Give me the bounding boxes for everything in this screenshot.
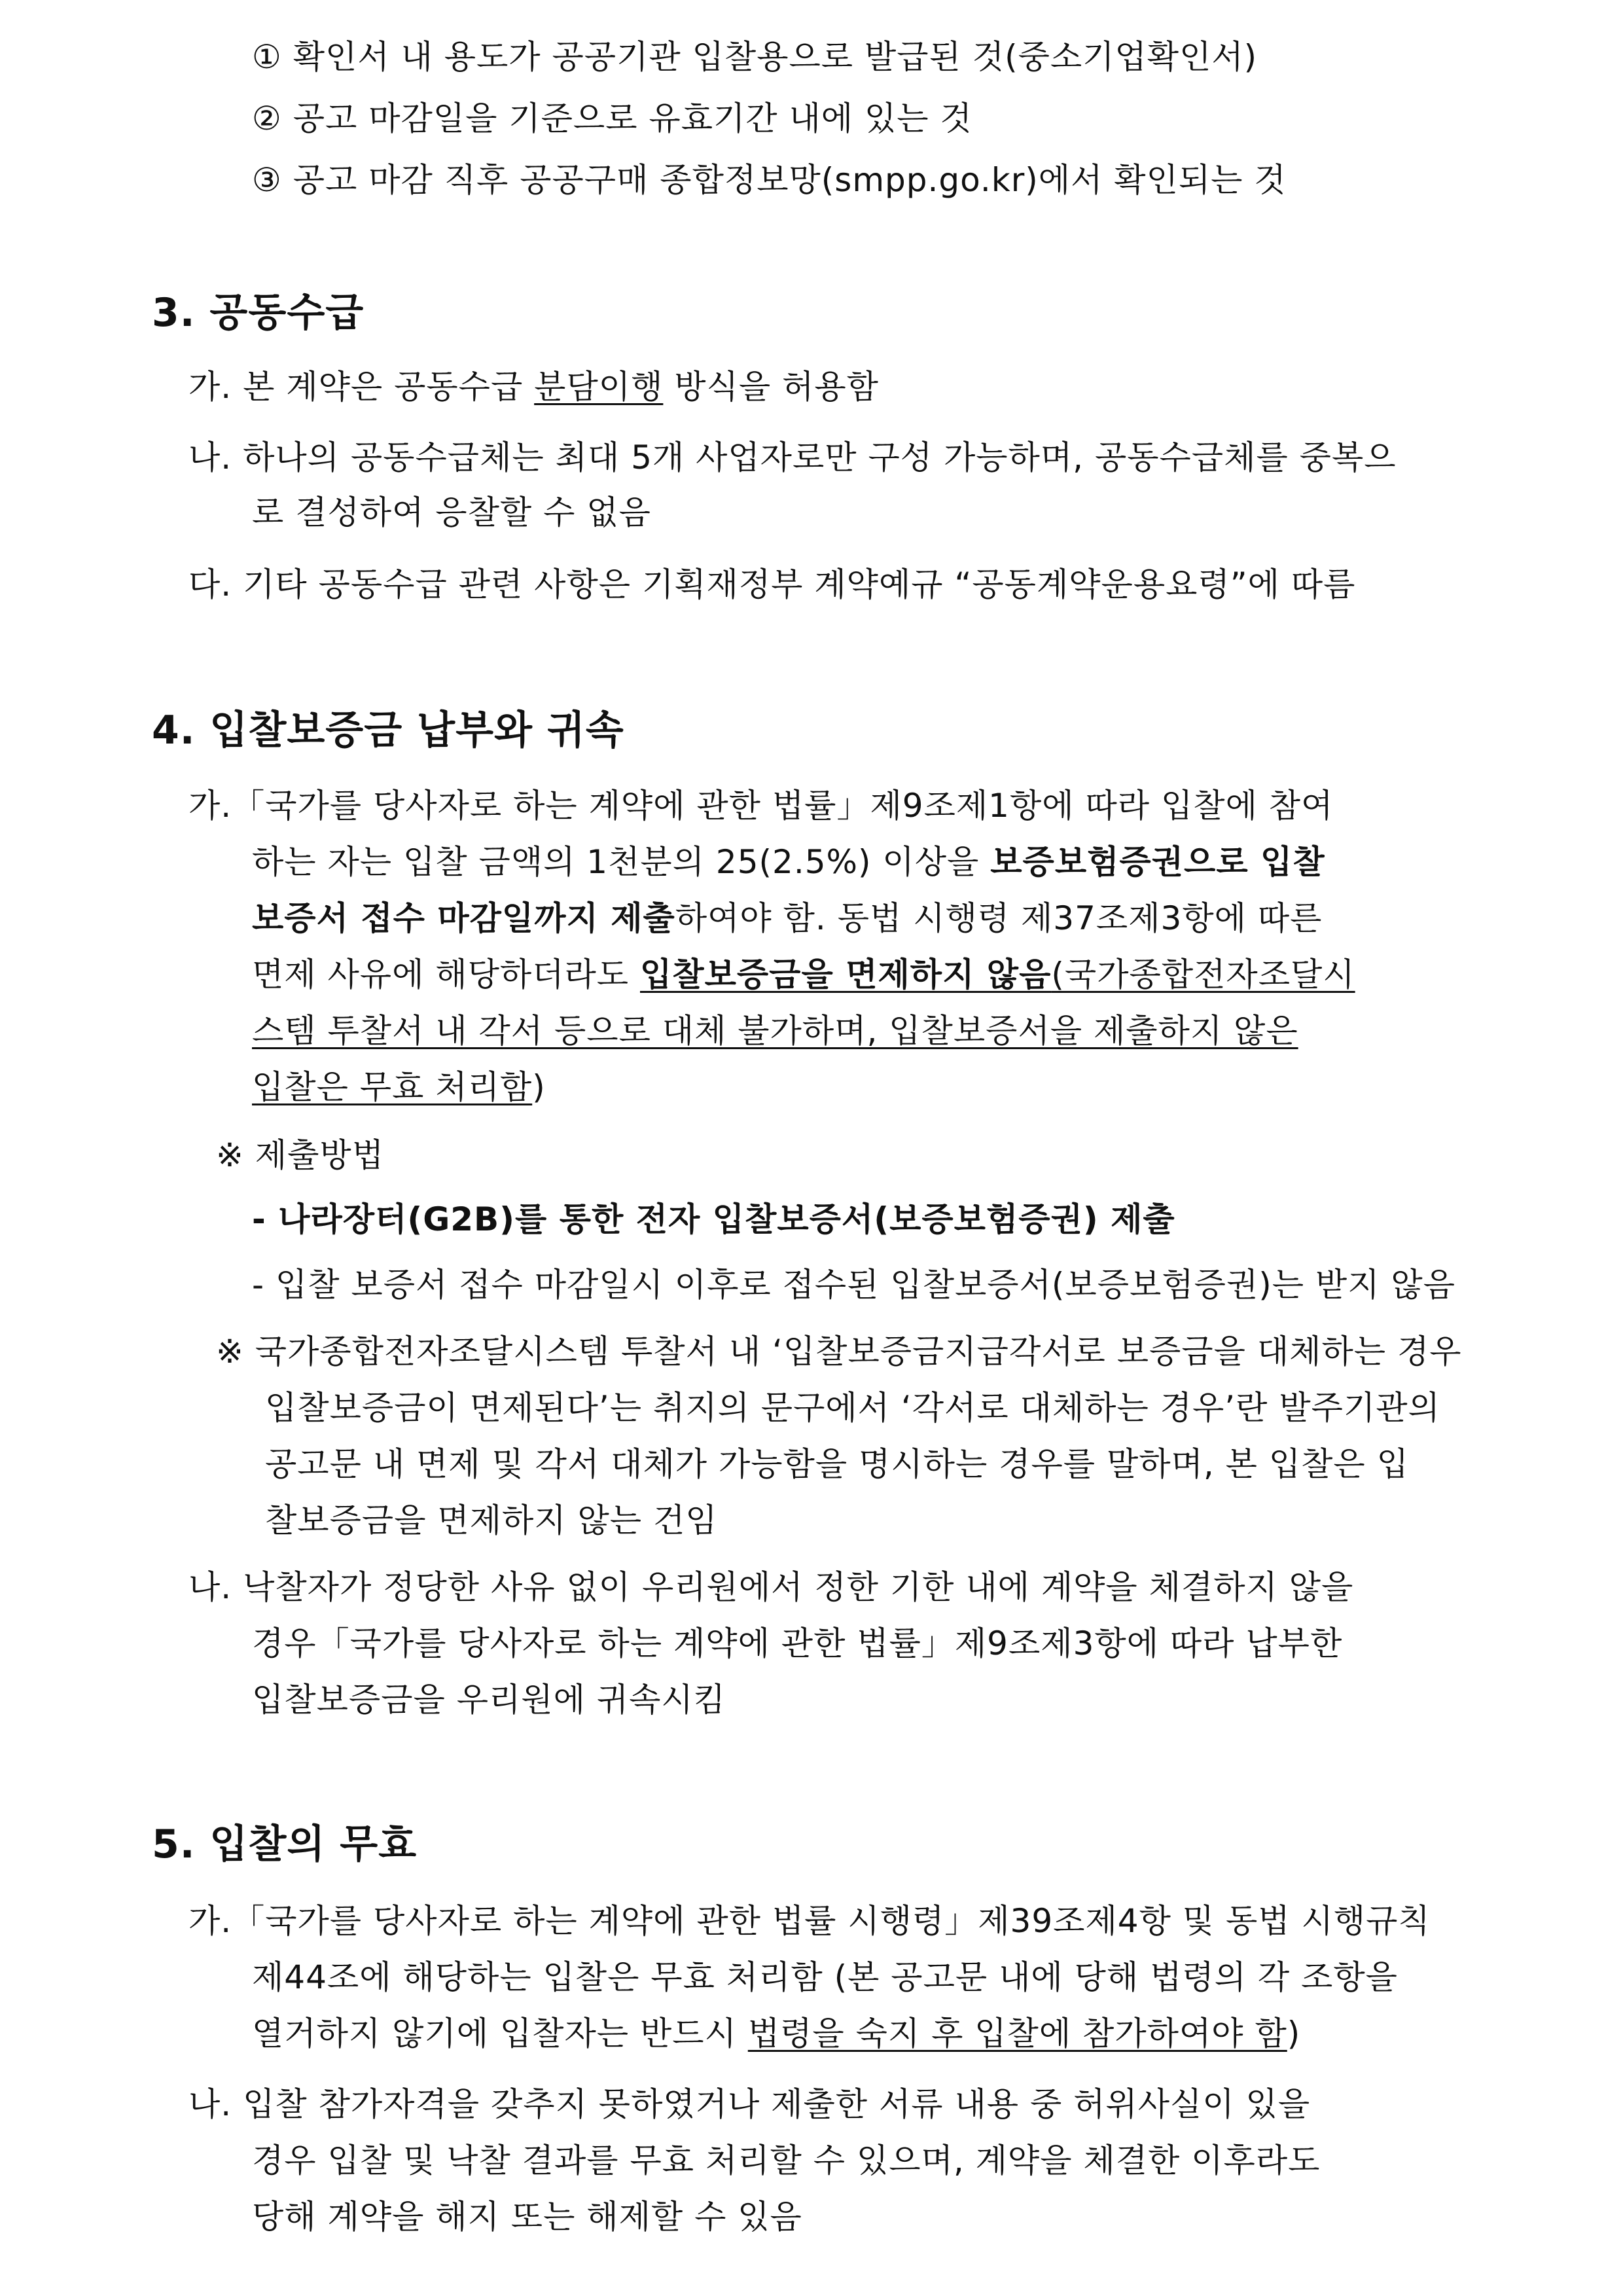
s5-ga-line1: 가.「국가를 당사자로 하는 계약에 관한 법률 시행령」제39조제4항 및 동법 시행규칙 [188, 1902, 1431, 1940]
s4-ga-line5-underlined: 스템 투찰서 내 각서 등으로 대체 불가하며, 입찰보증서을 제출하지 않은 [252, 1012, 1298, 1050]
s3-ga-text: 가. 본 계약은 공동수급 [188, 368, 535, 406]
s4-na-line2: 경우「국가를 당사자로 하는 계약에 관한 법률」제9조제3항에 따라 납부한 [252, 1624, 1343, 1662]
s5-na-line2: 경우 입찰 및 낙찰 결과를 무효 처리할 수 있으며, 계약을 체결한 이후라도 [252, 2142, 1321, 2179]
top-list-item-1: ① 확인서 내 용도가 공공기관 입찰용으로 발급된 것(중소기업확인서) [252, 38, 1258, 76]
s5-ga-line3-text: 열거하지 않기에 입찰자는 반드시 [252, 2015, 748, 2053]
s4-ga-line2 [252, 842, 1325, 882]
s4-note2-line2: 입찰보증금이 면제된다’는 취지의 문구에서 ‘각서로 대체하는 경우’란 발주기관의 [265, 1389, 1440, 1427]
section-5-title: 5. 입찰의 무효 [152, 1821, 418, 1867]
s4-ga-line6 [252, 1067, 546, 1107]
s4-na-line3: 입찰보증금을 우리원에 귀속시킴 [252, 1681, 726, 1719]
s4-na-line1: 나. 낙찰자가 정당한 사유 없이 우리원에서 정한 기한 내에 계약을 체결하지 않을 [188, 1568, 1354, 1606]
s4-note-submission-method: ※ 제출방법 [216, 1136, 384, 1174]
s5-ga-line2: 제44조에 해당하는 입찰은 무효 처리함 (본 공고문 내에 당해 법령의 각 조항을 [252, 1958, 1398, 1996]
s4-ga-line4-text: 면제 사유에 해당하더라도 [252, 956, 640, 994]
s4-ga-line3 [252, 898, 1322, 939]
s3-item-na-line2: 로 결성하여 응찰할 수 없음 [252, 493, 651, 531]
s4-method-1: - 나라장터(G2B)를 통한 전자 입찰보증서(보증보험증권) 제출 [252, 1200, 1175, 1238]
top-list-item-2: ② 공고 마감일을 기준으로 유효기간 내에 있는 것 [252, 99, 972, 137]
s4-ga-line3-text: 하여야 함. 동법 시행령 제37조제3항에 따른 [675, 899, 1323, 937]
s4-ga-line2-text: 하는 자는 입찰 금액의 1천분의 25(2.5%) 이상을 [252, 843, 991, 881]
s3-item-na-line1: 나. 하나의 공동수급체는 최대 5개 사업자로만 구성 가능하며, 공동수급체를 중복으 [188, 439, 1397, 476]
s4-ga-line4-underlined: (국가종합전자조달시 [1051, 956, 1355, 994]
s4-ga-line4 [252, 954, 1355, 995]
s4-ga-line2-bold: 보증보험증권으로 입찰 [990, 843, 1325, 881]
s3-ga-text-end: 방식을 허용함 [663, 368, 879, 406]
s4-note2-line1: ※ 국가종합전자조달시스템 투찰서 내 ‘입찰보증금지급각서로 보증금을 대체하는 경우 [216, 1333, 1462, 1371]
s4-ga-line3-bold: 보증서 접수 마감일까지 제출 [252, 899, 675, 937]
s4-ga-line1: 가.「국가를 당사자로 하는 계약에 관한 법률」제9조제1항에 따라 입찰에 참여 [188, 787, 1334, 825]
section-4-title: 4. 입찰보증금 납부와 귀속 [152, 708, 624, 753]
s4-method-2: - 입찰 보증서 접수 마감일시 이후로 접수된 입찰보증서(보증보험증권)는 받지 않음 [252, 1266, 1455, 1304]
s5-na-line1: 나. 입찰 참가자격을 갖추지 못하였거나 제출한 서류 내용 중 허위사실이 있을 [188, 2085, 1311, 2123]
s3-ga-underlined: 분담이행 [534, 368, 664, 406]
s4-ga-line6-close: ) [532, 1068, 546, 1106]
s3-item-da: 다. 기타 공동수급 관련 사항은 기획재정부 계약예규 “공동계약운용요령”에 따름 [188, 565, 1356, 603]
s5-ga-line3-close: ) [1287, 2015, 1301, 2053]
s4-note2-line3: 공고문 내 면제 및 각서 대체가 가능함을 명시하는 경우를 말하며, 본 입찰은 입 [265, 1445, 1409, 1483]
s4-note2-line4: 찰보증금을 면제하지 않는 건임 [265, 1501, 718, 1539]
s5-ga-line3-underlined: 법령을 숙지 후 입찰에 참가하여야 함 [747, 2015, 1287, 2053]
s3-item-ga [188, 367, 879, 407]
s5-ga-line3 [252, 2013, 1300, 2054]
s4-ga-line4-bold-underlined: 입찰보증금을 면제하지 않음 [639, 956, 1052, 994]
s5-na-line3: 당해 계약을 해지 또는 해제할 수 있음 [252, 2198, 802, 2236]
s4-ga-line5 [252, 1011, 1298, 1051]
top-list-item-3: ③ 공고 마감 직후 공공구매 종합정보망(smpp.go.kr)에서 확인되는 것 [252, 161, 1287, 199]
section-3-title: 3. 공동수급 [152, 290, 365, 336]
s4-ga-line6-underlined: 입찰은 무효 처리함 [252, 1068, 533, 1106]
